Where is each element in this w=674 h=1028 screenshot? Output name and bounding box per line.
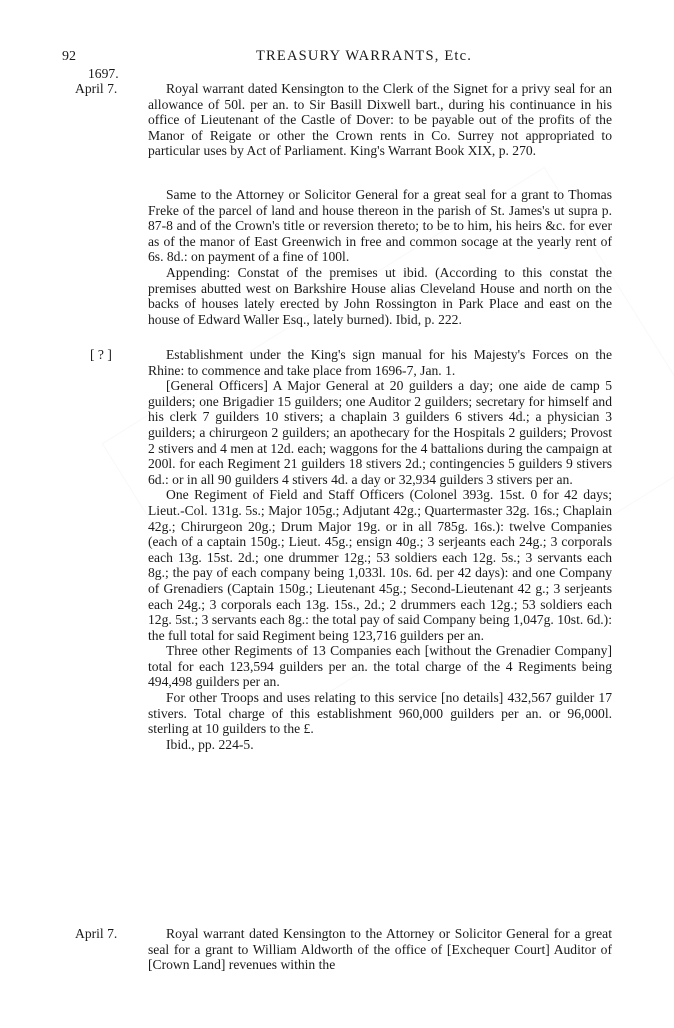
- entry-text: Same to the Attorney or Solicitor General for a great seal for a grant to Thomas Freke of the parcel of land and house thereon in the parish of St. James's ut supra p. 87-8 and of the Crown's title or reversion thereto; to be to him, his heirs &c. for ever as of the manor of East Greenwich in free and common socage at the yearly rent of 6s. 8d.: on payment of a fine of 100l.: [148, 187, 612, 265]
- entry-general-officers: [General Officers] A Major General at 20 guilders a day; one aide de camp 5 guilders; one Brigadier 15 guilders; one Auditor 2 guilders; secretary for himself and his clerk 7 guilders 10 stivers; a chaplain 3 guilders 6 stivers 4d.; a physician 3 guilders; a chirurgeon 2 guilders; an apothecary for the Hospitals 2 guilders; Provost 2 stivers and 4 men at 12d. each; waggons for the 4 battalions during the campaign at 200l. for each Regiment 21 guilders 18 stivers 2d.; contingencies 5 guilders 9 stivers 6d.: or in all 90 guilders 4 stivers 4d. a day or 32,934 guilders 3 stivers per an.: [148, 378, 612, 487]
- entry-other-regiments: Three other Regiments of 13 Companies each [without the Grenadier Company] total for each 123,594 guilders per an. the total charge of the 4 Regiments being 494,498 guilders per an.: [148, 643, 612, 690]
- entry-privy-seal-dixwell: [148, 81, 612, 159]
- entry-establishment-rhine: [148, 347, 612, 752]
- entry-regiment: One Regiment of Field and Staff Officers (Colonel 393g. 15st. 0 for 42 days; Lieut.-Col. 131g. 5s.; Major 105g.; Adjutant 42g.; Quartermaster 32g. 16s.; Chaplain 42g.; Chirurgeon 20g.; Drum Major 19g. or in all 785g. 16s.): twelve Companies (each of a captain 150g.; Lieut. 45g.; ensign 40g.; 3 serjeants each 24g.; 3 corporals each 13g. 15st. 2d.; one drummer 12g.; 53 soldiers each 12g. 5s.; 3 servants each 8g.; the pay of each company being 1,033l. 10s. 6d. per 42 days): and one Company of Grenadiers (Captain 150g.; Lieutenant 45g.; Second-Lieutenant 42 g.; 3 serjeants each 24g.; 3 corporals each 13g. 15s., 2d.; 2 drummers each 12g.; 53 soldiers each 12g. 5st.; 3 servants each 8g.: the total pay of said Company being 1,047g. 10st. 6d.): the full total for said Regiment being 123,716 guilders per an.: [148, 487, 612, 643]
- entry-great-seal-freke: [148, 187, 612, 327]
- entry-appending: Appending: Constat of the premises ut ibid. (According to this constat the premises abutted west on Barkshire House alias Cleveland House and north on the backs of houses lately erected by John Rossington in Park Place and east on the house of Edward Waller Esq., lately burned). Ibid, p. 222.: [148, 264, 612, 327]
- entry-great-seal-aldworth: [148, 926, 612, 973]
- margin-uncertain-date: [ ? ]: [90, 347, 112, 362]
- margin-date: April 7.: [75, 926, 118, 941]
- entry-text: Establishment under the King's sign manual for his Majesty's Forces on the Rhine: to commence and take place from 1696-7, Jan. 1.: [148, 347, 612, 378]
- entry-citation: Ibid., pp. 224-5.: [166, 736, 254, 752]
- page-number: 92: [62, 49, 76, 64]
- entry-text: Royal warrant dated Kensington to the Clerk of the Signet for a privy seal for an allowance of 50l. per an. to Sir Basill Dixwell bart., during his continuance in his office of Lieutenant of the Castle of Dover: to be payable out of the profits of the Manor of Reigate or other the Crown rents in Co. Surrey not appropriated to particular uses by Act of Parliament. King's Warrant Book XIX, p. 270.: [148, 81, 612, 159]
- running-title: TREASURY WARRANTS, Etc.: [256, 48, 473, 64]
- entry-other-troops: For other Troops and uses relating to this service [no details] 432,567 guilder 17 stivers. Total charge of this establishment 960,000 guilders per an. or 96,000l. sterling at 10 guilders to the £.: [148, 690, 612, 737]
- entry-text: Royal warrant dated Kensington to the Attorney or Solicitor General for a great seal for a grant to William Aldworth of the office of [Exchequer Court] Auditor of [Crown Land] revenues within the: [148, 926, 612, 973]
- margin-date: April 7.: [75, 81, 118, 96]
- margin-year: 1697.: [88, 66, 119, 81]
